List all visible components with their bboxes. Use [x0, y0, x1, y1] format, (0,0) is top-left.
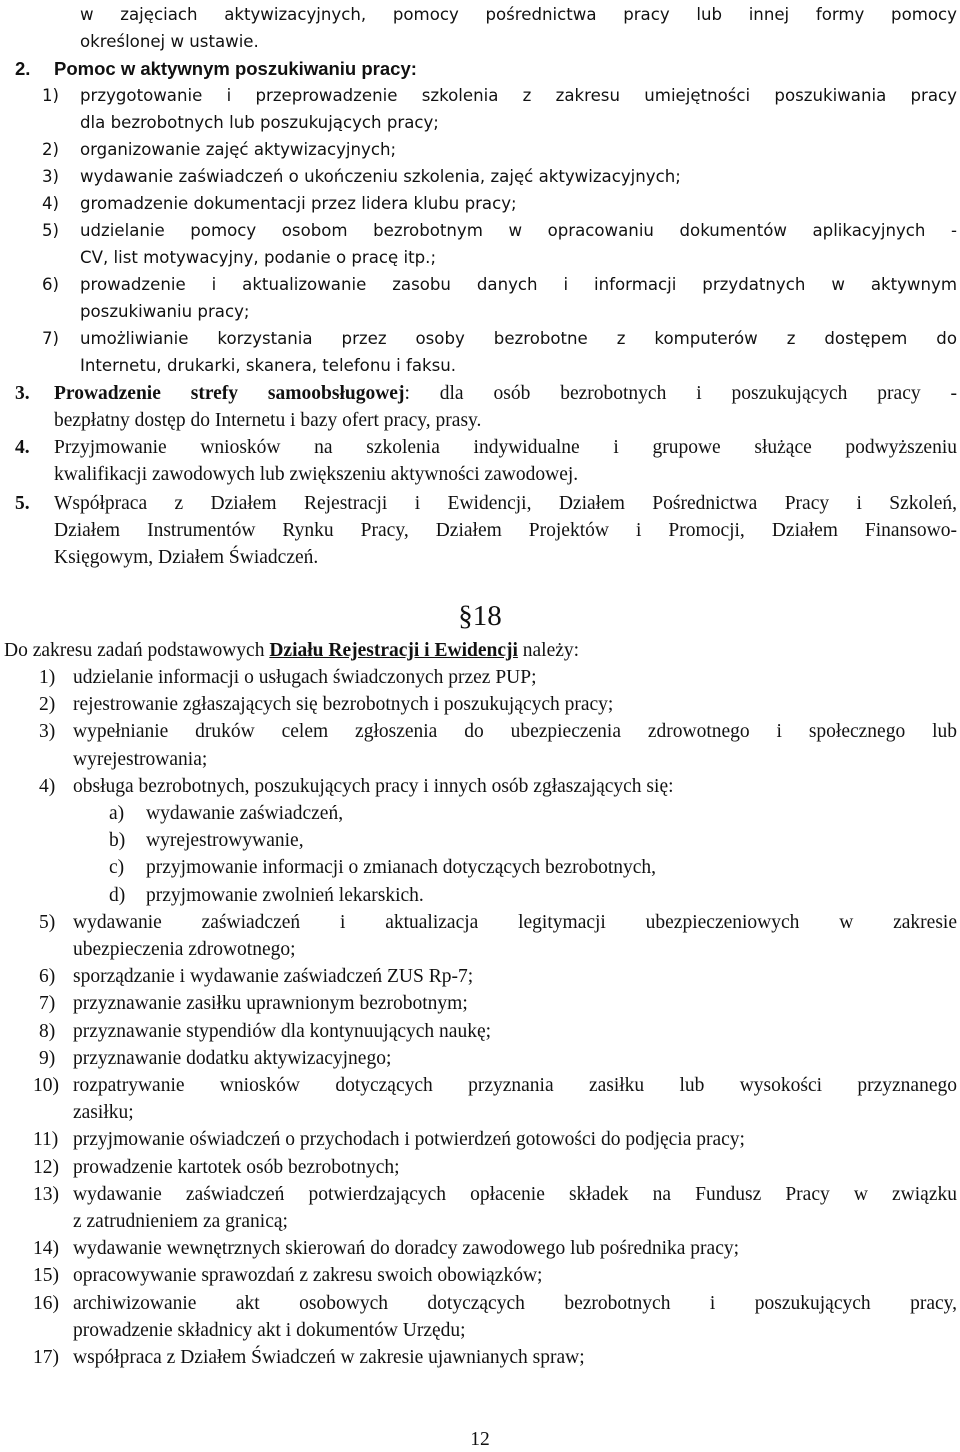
- list-item-text: przyznawanie dodatku aktywizacyjnego;: [73, 1047, 392, 1069]
- sub-list-letter: b): [109, 830, 126, 852]
- continuation-line-1: w zajęciach aktywizacyjnych, pomocy pośrednictwa pracy lub innej formy pomocy: [80, 5, 957, 24]
- sub-list-letter: c): [109, 857, 125, 879]
- list-item-number: 7): [42, 329, 60, 348]
- list-item-text: przyznawanie stypendiów dla kontynuujących naukę;: [73, 1020, 492, 1042]
- list-item-text: wypełnianie druków celem zgłoszenia do ubezpieczenia zdrowotnego i społecznego lub: [73, 721, 957, 743]
- list-item-number: 8): [39, 1020, 56, 1042]
- list-item-number: 6): [39, 966, 56, 988]
- list-item-text: wydawanie zaświadczeń potwierdzających opłacenie składek na Fundusz Pracy w związku: [73, 1183, 957, 1205]
- list-item-number: 11): [33, 1129, 59, 1151]
- list-item: [0, 217, 957, 271]
- list-item-number: 3): [42, 167, 60, 186]
- sub-list-text: wyrejestrowywanie,: [146, 830, 304, 852]
- list-item-text: umożliwianie korzystania przez osoby bezrobotne z komputerów z dostępem do: [80, 329, 957, 348]
- department-name: Działu Rejestracji i Ewidencji: [269, 640, 518, 661]
- list-item-text: wyrejestrowania;: [73, 748, 208, 770]
- section-5-line-3: Księgowym, Działem Świadczeń.: [54, 547, 319, 568]
- list-item-text: wydawanie zaświadczeń o ukończeniu szkolenia, zajęć aktywizacyjnych;: [80, 167, 681, 186]
- continuation-line-2: określonej w ustawie.: [80, 32, 259, 51]
- list-item: [0, 190, 957, 217]
- list-item-text: gromadzenie dokumentacji przez lidera klubu pracy;: [80, 194, 517, 213]
- list-item: [0, 325, 957, 379]
- list-item-number: 4): [42, 194, 60, 213]
- list-item: [0, 909, 957, 963]
- list-item-text: dla bezrobotnych lub poszukujących pracy;: [80, 113, 439, 132]
- list-item-text: prowadzenie kartotek osób bezrobotnych;: [73, 1156, 400, 1178]
- list-item-text: wydawanie wewnętrznych skierowań do doradcy zawodowego lub pośrednika pracy;: [73, 1238, 740, 1260]
- sub-list-text: wydawanie zaświadczeń,: [146, 803, 344, 825]
- section-4-line-2: kwalifikacji zawodowych lub zwiększeniu aktywności zawodowej.: [54, 464, 579, 485]
- list-item: [0, 1072, 957, 1126]
- list-item-text: współpraca z Działem Świadczeń w zakresie ujawnianych spraw;: [73, 1347, 585, 1369]
- sub-list-text: przyjmowanie zwolnień lekarskich.: [146, 884, 424, 906]
- sub-list: [73, 800, 957, 909]
- section-4-number: 4.: [15, 437, 30, 458]
- list-item: [0, 990, 957, 1017]
- list-item-text: ubezpieczenia zdrowotnego;: [73, 939, 296, 961]
- section-5-number: 5.: [15, 493, 30, 514]
- list-item: [0, 1235, 957, 1262]
- paragraph-heading: §18: [458, 600, 502, 632]
- section-5-line-2: Działem Instrumentów Rynku Pracy, Działem Projektów i Promocji, Działem Finansowo-: [54, 520, 957, 541]
- list-item: [0, 1181, 957, 1235]
- list-item-number: 13): [33, 1183, 59, 1205]
- intro-text: [4, 637, 579, 664]
- list-item-text: poszukiwaniu pracy;: [80, 302, 250, 321]
- list-item-text: opracowywanie sprawozdań z zakresu swoich obowiązków;: [73, 1265, 543, 1287]
- list-item-number: 9): [39, 1047, 56, 1069]
- list-item-text: prowadzenie i aktualizowanie zasobu danych i informacji przydatnych w aktywnym: [80, 275, 957, 294]
- list-item: [0, 1344, 957, 1371]
- section-2-number: 2.: [15, 58, 31, 79]
- list-item-text: Internetu, drukarki, skanera, telefonu i faksu.: [80, 356, 457, 375]
- list-item-text: obsługa bezrobotnych, poszukujących pracy i innych osób zgłaszających się:: [73, 775, 674, 797]
- list-item-number: 14): [33, 1238, 59, 1260]
- list-item-text: wydawanie zaświadczeń i aktualizacja legitymacji ubezpieczeniowych w zakresie: [73, 911, 957, 933]
- intro-before: Do zakresu zadań podstawowych: [4, 640, 270, 661]
- list-item-number: 3): [39, 721, 56, 743]
- section-2-list: [0, 82, 960, 379]
- section-3-line-1-rest: : dla osób bezrobotnych i poszukujących pracy -: [404, 383, 957, 404]
- list-item-number: 2): [42, 140, 60, 159]
- list-item-text: organizowanie zajęć aktywizacyjnych;: [80, 140, 397, 159]
- section-3-line-2: bezpłatny dostęp do Internetu i bazy ofert pracy, prasy.: [54, 410, 482, 431]
- list-item-number: 5): [42, 221, 60, 240]
- list-item-number: 7): [39, 993, 56, 1015]
- section-3-bold: Prowadzenie strefy samoobsługowej: [54, 383, 405, 404]
- list-item-text: sporządzanie i wydawanie zaświadczeń ZUS Rp-7;: [73, 966, 474, 988]
- list-item: [0, 718, 957, 772]
- list-item: [0, 963, 957, 990]
- list-item-number: 15): [33, 1265, 59, 1287]
- list-item-text: rejestrowanie zgłaszających się bezrobotnych i poszukujących pracy;: [73, 694, 614, 716]
- sub-list-letter: d): [109, 884, 126, 906]
- list-item-text: rozpatrywanie wniosków dotyczących przyznania zasiłku lub wysokości przyznanego: [73, 1075, 957, 1097]
- sub-list-item: [73, 800, 957, 827]
- list-item: [0, 82, 957, 136]
- list-item-number: 10): [33, 1075, 59, 1097]
- list-item-number: 12): [33, 1156, 59, 1178]
- list-item: [0, 1262, 957, 1289]
- list-item-number: 1): [39, 667, 56, 688]
- list-item: [0, 773, 957, 909]
- section-3-number: 3.: [15, 383, 30, 404]
- duties-list: [0, 664, 960, 1371]
- list-item: [0, 163, 957, 190]
- list-item-number: 17): [33, 1347, 59, 1369]
- list-item-number: 4): [39, 775, 56, 797]
- list-item-number: 5): [39, 911, 56, 933]
- section-4: [0, 434, 960, 488]
- list-item-number: 6): [42, 275, 60, 294]
- section-2-title: Pomoc w aktywnym poszukiwaniu pracy:: [54, 58, 417, 79]
- section-3: [0, 380, 960, 434]
- section-4-line-1: Przyjmowanie wniosków na szkolenia indywidualne i grupowe służące podwyższeniu: [54, 437, 957, 458]
- page-number: 12: [470, 1429, 490, 1450]
- list-item: [0, 691, 957, 718]
- sub-list-item: [73, 827, 957, 854]
- list-item-text: archiwizowanie akt osobowych dotyczących bezrobotnych i poszukujących pracy,: [73, 1292, 957, 1314]
- sub-list-text: przyjmowanie informacji o zmianach dotyczących bezrobotnych,: [146, 857, 657, 879]
- list-item: [0, 664, 957, 691]
- sub-list-item: [73, 854, 957, 881]
- section-5: [0, 490, 960, 571]
- list-item: [0, 1045, 957, 1072]
- list-item-text: udzielanie pomocy osobom bezrobotnym w opracowaniu dokumentów aplikacyjnych -: [80, 221, 957, 240]
- sub-list-letter: a): [109, 803, 125, 825]
- list-item-text: przyznawanie zasiłku uprawnionym bezrobotnym;: [73, 993, 468, 1015]
- list-item: [0, 136, 957, 163]
- list-item-number: 2): [39, 694, 56, 716]
- list-item: [0, 1126, 957, 1153]
- continuation-text: [80, 1, 957, 55]
- section-3-line-1: [54, 380, 957, 407]
- list-item-number: 16): [33, 1292, 59, 1314]
- section-5-line-1: Współpraca z Działem Rejestracji i Ewidencji, Działem Pośrednictwa Pracy i Szkoleń,: [54, 493, 957, 514]
- list-item-text: z zatrudnieniem za granicą;: [73, 1211, 288, 1233]
- list-item: [0, 1290, 957, 1344]
- list-item-number: 1): [42, 86, 60, 105]
- list-item-text: przygotowanie i przeprowadzenie szkolenia z zakresu umiejętności poszukiwania pracy: [80, 86, 957, 105]
- list-item: [0, 271, 957, 325]
- list-item: [0, 1018, 957, 1045]
- sub-list-item: [73, 882, 957, 909]
- intro-after: należy:: [517, 640, 580, 661]
- list-item: [0, 1154, 957, 1181]
- list-item-text: udzielanie informacji o usługach świadczonych przez PUP;: [73, 667, 537, 688]
- list-item-text: przyjmowanie oświadczeń o przychodach i potwierdzeń gotowości do podjęcia pracy;: [73, 1129, 745, 1151]
- list-item-text: zasiłku;: [73, 1102, 134, 1124]
- list-item-text: prowadzenie składnicy akt i dokumentów Urzędu;: [73, 1319, 466, 1341]
- list-item-text: CV, list motywacyjny, podanie o pracę itp.;: [80, 248, 437, 267]
